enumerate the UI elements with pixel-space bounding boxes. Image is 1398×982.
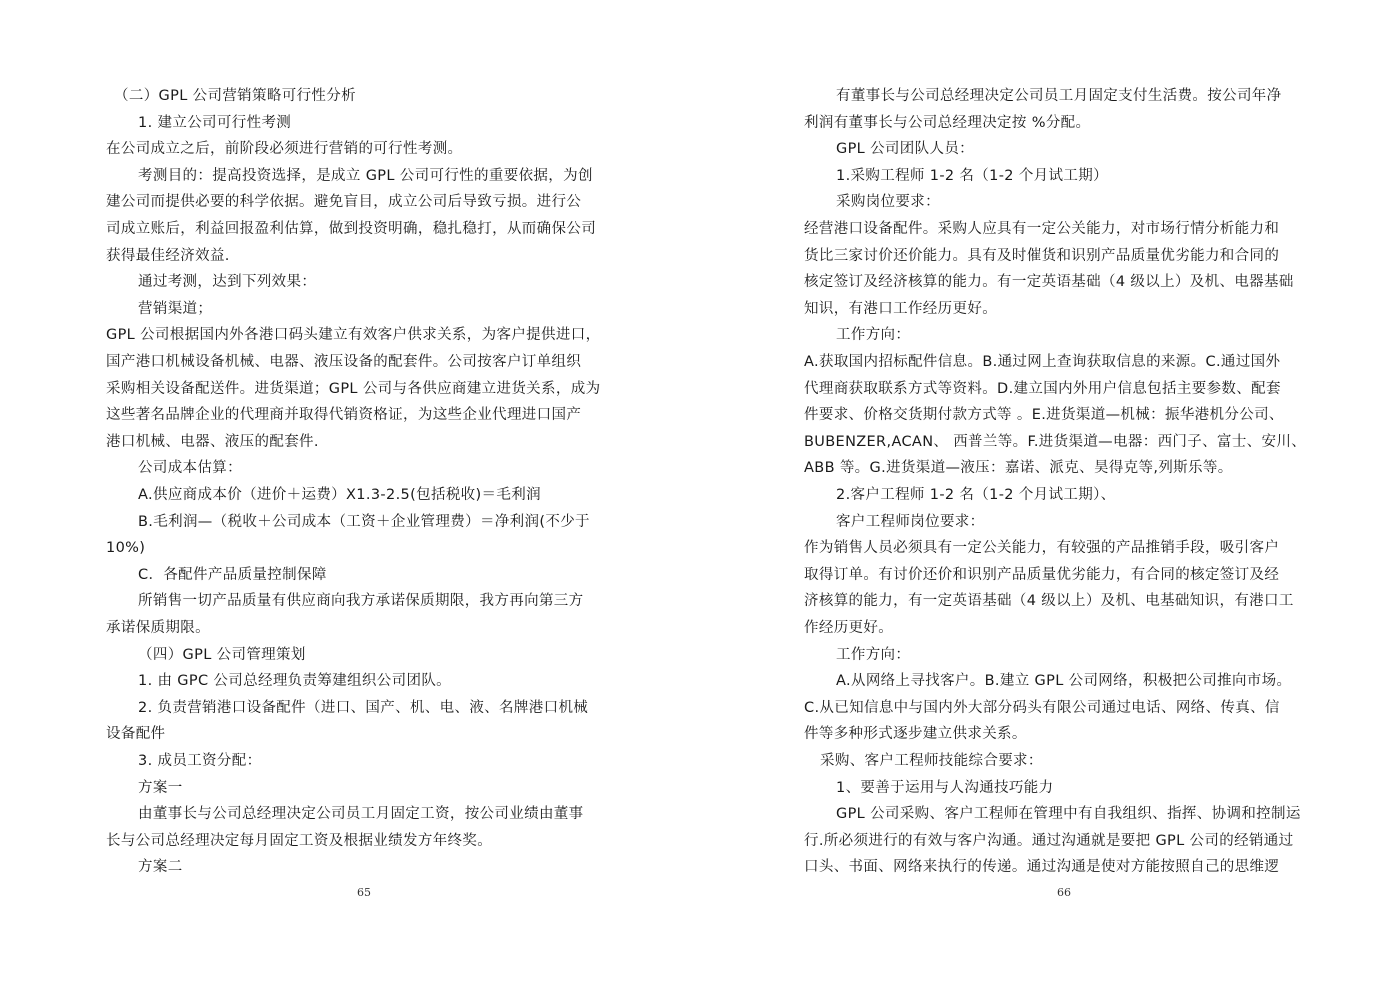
text-line: 承诺保质期限。 bbox=[106, 620, 210, 636]
text-line: BUBENZER,ACAN、 西普兰等。F.进货渠道—电器：西门子、富士、安川、 bbox=[804, 433, 1307, 450]
text-line: A.供应商成本价（进价＋运费）X1.3-2.5(包括税收)＝毛利润 bbox=[138, 487, 541, 503]
text-line: 公司成本估算： bbox=[138, 460, 242, 477]
text-line: 司成立账后，利益回报盈利估算，做到投资明确，稳扎稳打，从而确保公司 bbox=[106, 221, 597, 237]
text-line: 件等多种形式逐步建立供求关系。 bbox=[804, 726, 1027, 743]
text-line: 利润有董事长与公司总经理决定按 %分配。 bbox=[804, 114, 1091, 131]
text-line: ABB 等。G.进货渠道—液压：嘉诺、派克、昊得克等,列斯乐等。 bbox=[804, 460, 1233, 477]
text-line: 客户工程师岗位要求： bbox=[836, 513, 985, 530]
page-number-right: 66 bbox=[1057, 886, 1071, 899]
text-line: 由董事长与公司总经理决定公司员工月固定工资，按公司业绩由董事 bbox=[138, 806, 584, 823]
text-line: 1.采购工程师 1-2 名（1-2 个月试工期） bbox=[836, 167, 1108, 184]
text-line: 1. 建立公司可行性考测 bbox=[138, 114, 292, 131]
text-line: 2. 负责营销港口设备配件（进口、国产、机、电、液、名牌港口机械 bbox=[138, 699, 589, 716]
text-line: 采购、客户工程师技能综合要求： bbox=[820, 753, 1043, 769]
page-number-left: 65 bbox=[357, 886, 371, 899]
text-line: C.从已知信息中与国内外大部分码头有限公司通过电话、网络、传真、信 bbox=[804, 699, 1280, 716]
text-line: 件要求、价格交货期付款方式等 。E.进货渠道—机械：振华港机分公司、 bbox=[804, 407, 1284, 424]
text-line: 通过考测，达到下列效果： bbox=[138, 274, 317, 291]
text-line: 方案一 bbox=[138, 779, 183, 796]
text-line: 国产港口机械设备机械、电器、液压设备的配套件。公司按客户订单组织 bbox=[106, 354, 582, 370]
text-line: 采购岗位要求： bbox=[836, 194, 940, 211]
text-line: GPL 公司根据国内外各港口码头建立有效客户供求关系，为客户提供进口， bbox=[106, 327, 601, 344]
text-line: 有董事长与公司总经理决定公司员工月固定支付生活费。按公司年净 bbox=[836, 88, 1282, 104]
text-line: 考测目的：提高投资选择，是成立 GPL 公司可行性的重要依据，为创 bbox=[138, 167, 593, 184]
text-line: （二）GPL 公司营销策略可行性分析 bbox=[114, 88, 356, 104]
text-line: 代理商获取联系方式等资料。D.建立国内外用户信息包括主要参数、配套 bbox=[804, 380, 1281, 397]
text-line: （四）GPL 公司管理策划 bbox=[138, 646, 306, 663]
text-line: 工作方向： bbox=[836, 327, 911, 344]
text-line: 营销渠道； bbox=[138, 300, 213, 317]
text-line: GPL 公司团队人员： bbox=[836, 141, 975, 158]
text-line: 这些著名品牌企业的代理商并取得代销资格证，为这些企业代理进口国产 bbox=[106, 407, 582, 424]
text-line: 方案二 bbox=[138, 859, 183, 876]
text-line: 3. 成员工资分配： bbox=[138, 753, 262, 769]
text-line: A.从网络上寻找客户。B.建立 GPL 公司网络，积极把公司推向市场。 bbox=[836, 673, 1292, 690]
text-line: 设备配件 bbox=[106, 726, 166, 743]
text-line: 在公司成立之后，前阶段必须进行营销的可行性考测。 bbox=[106, 141, 463, 158]
text-line: 长与公司总经理决定每月固定工资及根据业绩发方年终奖。 bbox=[106, 832, 493, 849]
text-line: 获得最佳经济效益. bbox=[106, 247, 230, 264]
text-line: 2.客户工程师 1-2 名（1-2 个月试工期）、 bbox=[836, 487, 1116, 503]
text-line: 10%) bbox=[106, 540, 146, 557]
text-line: 采购相关设备配送件。进货渠道；GPL 公司与各供应商建立进货关系，成为 bbox=[106, 380, 601, 397]
text-line: 经营港口设备配件。采购人应具有一定公关能力，对市场行情分析能力和 bbox=[804, 221, 1280, 237]
text-line: 济核算的能力，有一定英语基础（4 级以上）及机、电基础知识，有港口工 bbox=[804, 593, 1294, 610]
text-line: 作为销售人员必须具有一定公关能力，有较强的产品推销手段，吸引客户 bbox=[804, 540, 1280, 557]
text-line: A.获取国内招标配件信息。B.通过网上查询获取信息的来源。C.通过国外 bbox=[804, 354, 1281, 370]
text-line: B.毛利润—（税收＋公司成本（工资＋企业管理费）＝净利润(不少于 bbox=[138, 513, 590, 530]
text-line: C．各配件产品质量控制保障 bbox=[138, 566, 327, 583]
text-line: 工作方向： bbox=[836, 646, 911, 663]
text-line: GPL 公司采购、客户工程师在管理中有自我组织、指挥、协调和控制运 bbox=[836, 806, 1301, 823]
text-line: 行.所必须进行的有效与客户沟通。通过沟通就是要把 GPL 公司的经销通过 bbox=[804, 832, 1294, 849]
text-line: 知识，有港口工作经历更好。 bbox=[804, 300, 998, 317]
text-line: 作经历更好。 bbox=[804, 620, 894, 636]
text-line: 取得订单。有讨价还价和识别产品质量优劣能力，有合同的核定签订及经 bbox=[804, 566, 1280, 583]
text-line: 港口机械、电器、液压的配套件. bbox=[106, 433, 319, 450]
text-line: 口头、书面、网络来执行的传递。通过沟通是使对方能按照自己的思维逻 bbox=[804, 859, 1280, 876]
text-line: 核定签订及经济核算的能力。有一定英语基础（4 级以上）及机、电器基础 bbox=[804, 274, 1294, 291]
text-line: 1、要善于运用与人沟通技巧能力 bbox=[836, 779, 1054, 796]
text-line: 建公司而提供必要的科学依据。避免盲目，成立公司后导致亏损。进行公 bbox=[106, 194, 582, 211]
text-line: 所销售一切产品质量有供应商向我方承诺保质期限，我方再向第三方 bbox=[138, 593, 584, 610]
text-line: 货比三家讨价还价能力。具有及时催货和识别产品质量优劣能力和合同的 bbox=[804, 247, 1280, 264]
text-line: 1. 由 GPC 公司总经理负责筹建组织公司团队。 bbox=[138, 673, 452, 690]
